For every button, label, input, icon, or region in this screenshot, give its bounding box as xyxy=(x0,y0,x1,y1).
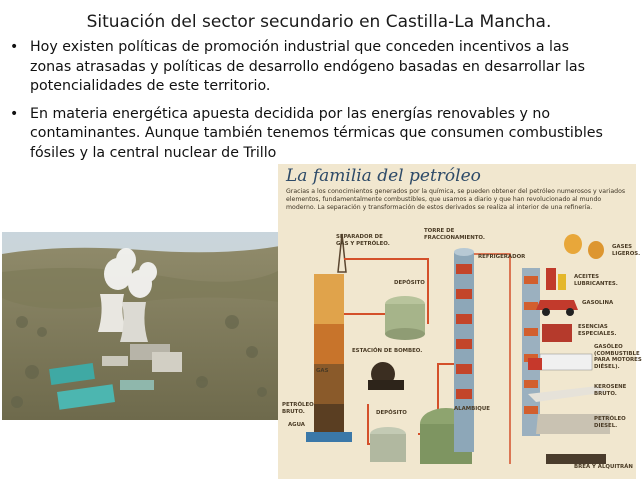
label-kerosene: KEROSENE BRUTO. xyxy=(594,384,627,397)
label-deposito-bottom: DEPÓSITO xyxy=(376,410,407,416)
label-agua: AGUA xyxy=(288,422,305,428)
bullet-icon: • xyxy=(10,105,19,122)
label-gas: GAS xyxy=(316,368,329,374)
label-alambique: ALAMBIQUE xyxy=(454,406,490,412)
bullet-line: fósiles y la central nuclear de Trillo xyxy=(30,144,277,161)
bullet-line: zonas atrasadas y políticas de desarrollo endógeno basadas en desarrollar las xyxy=(30,58,585,75)
description-line: elementos, fundamentalmente combustibles, que usamos a diario y que han revolucionado al mundo xyxy=(286,196,602,203)
slide-title: Situación del sector secundario en Castilla-La Mancha. xyxy=(86,12,552,32)
label-refrigerador: REFRIGERADOR xyxy=(478,254,526,260)
bullet-item xyxy=(8,38,630,97)
infographic-title: La familia del petróleo xyxy=(286,166,481,186)
label-petroleo-diesel: PETRÓLEO DIESEL. xyxy=(594,416,626,429)
label-torre: TORRE DE FRACCIONAMIENTO. xyxy=(424,228,485,241)
label-deposito-top: DEPÓSITO xyxy=(394,280,425,286)
bullet-line: potencialidades de este territorio. xyxy=(30,78,271,94)
bullet-line: En materia energética apuesta decidida por las energías renovables y no xyxy=(30,105,551,122)
bullet-icon: • xyxy=(10,39,19,55)
label-separador: SEPARADOR DE GAS Y PETRÓLEO. xyxy=(336,234,390,247)
label-petroleo-bruto: PETRÓLEO BRUTO. xyxy=(282,402,314,415)
description-line: moderno. La separación y transformación de estos derivados se realiza al interior de una refinería. xyxy=(286,204,593,211)
bullet-list xyxy=(8,38,630,171)
label-brea: BREA Y ALQUITRÁN xyxy=(574,464,633,470)
bullet-line: contaminantes. Aunque también tenemos térmicas que consumen combustibles xyxy=(30,125,603,141)
infographic-description xyxy=(286,188,626,212)
label-gasoleo: GASÓLEO (COMBUSTIBLE PARA MOTORES DIÉSEL). xyxy=(594,344,642,370)
label-estacion-bombeo: ESTACIÓN DE BOMBEO. xyxy=(352,348,423,354)
description-line: Gracias a los conocimientos generados por la química, se pueden obtener del petróleo numerosos y variados xyxy=(286,188,626,195)
label-gases: GASES LIGEROS. xyxy=(612,244,641,257)
label-esencias: ESENCIAS ESPECIALES. xyxy=(578,324,617,337)
label-gasolina: GASOLINA xyxy=(582,300,614,306)
label-aceites: ACEITES LUBRICANTES. xyxy=(574,274,618,287)
nuclear-plant-photo xyxy=(2,232,280,420)
bullet-item xyxy=(8,105,630,164)
nuclear-plant-image xyxy=(2,232,280,420)
bullet-line: Hoy existen políticas de promoción industrial que conceden incentivos a las xyxy=(30,39,570,55)
petroleum-infographic xyxy=(278,164,642,479)
